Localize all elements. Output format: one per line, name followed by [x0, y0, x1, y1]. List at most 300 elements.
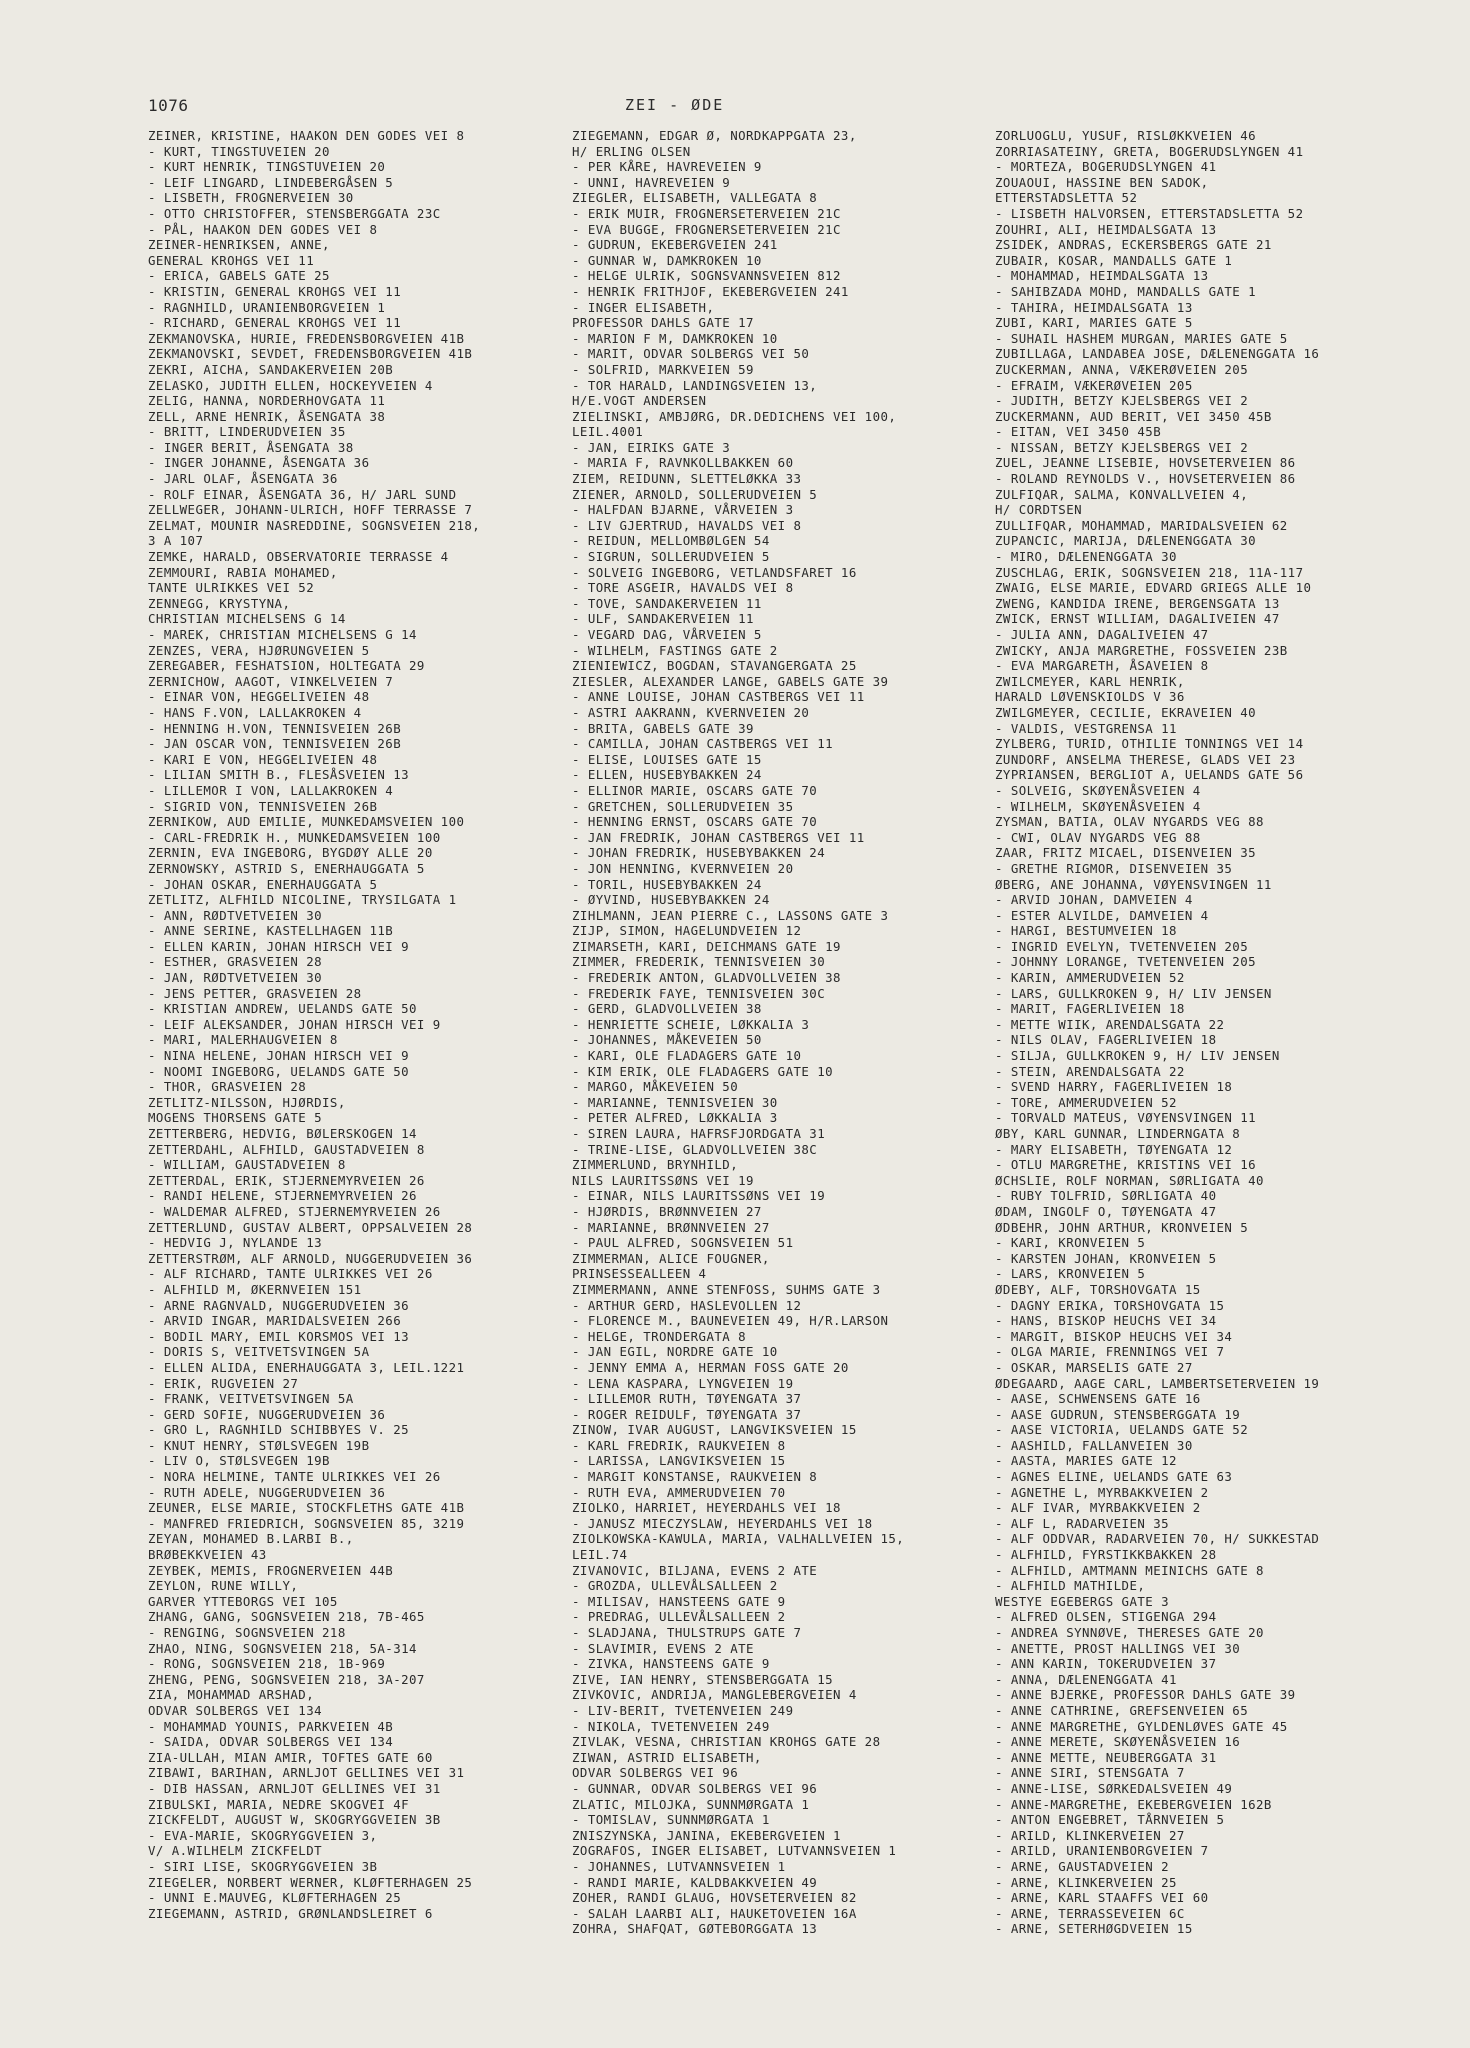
directory-entry: - ROGER REIDULF, TØYENGATA 37 — [572, 1406, 802, 1422]
directory-entry: - LILLEMOR I VON, LALLAKROKEN 4 — [148, 782, 394, 798]
directory-entry: ZIJP, SIMON, HAGELUNDVEIEN 12 — [572, 923, 802, 939]
directory-entry: - ZIVKA, HANSTEENS GATE 9 — [572, 1656, 770, 1672]
directory-entry: - AASTA, MARIES GATE 12 — [995, 1453, 1177, 1469]
directory-entry: - JULIA ANN, DAGALIVEIEN 47 — [995, 627, 1209, 642]
directory-entry: - KURT HENRIK, TINGSTUVEIEN 20 — [148, 159, 386, 175]
directory-entry: - RUTH EVA, AMMERUDVEIEN 70 — [572, 1484, 786, 1500]
directory-entry: ZOUHRI, ALI, HEIMDALSGATA 13 — [995, 221, 1217, 237]
directory-column-3 — [995, 128, 1435, 1937]
directory-entry: GARVER YTTEBORGS VEI 105 — [148, 1593, 338, 1609]
directory-entry: NILS LAURITSSØNS VEI 19 — [572, 1172, 754, 1188]
directory-entry: - PÅL, HAAKON DEN GODES VEI 8 — [148, 221, 378, 237]
directory-entry: ZOHRA, SHAFQAT, GØTEBORGGATA 13 — [572, 1921, 818, 1937]
directory-entry: ZINOW, IVAR AUGUST, LANGVIKSVEIEN 15 — [572, 1422, 857, 1438]
directory-entry: ETTERSTADSLETTA 52 — [995, 190, 1138, 206]
directory-entry: - JOHANNES, MÅKEVEIEN 50 — [572, 1032, 762, 1048]
directory-entry: - TORIL, HUSEBYBAKKEN 24 — [572, 876, 762, 892]
directory-entry: - ERIK MUIR, FROGNERSETERVEIEN 21C — [572, 205, 841, 221]
directory-entry: - VEGARD DAG, VÅRVEIEN 5 — [572, 627, 762, 642]
directory-entry: - JAN OSCAR VON, TENNISVEIEN 26B — [148, 736, 402, 752]
directory-entry: ZORLUOGLU, YUSUF, RISLØKKVEIEN 46 — [995, 128, 1257, 143]
directory-entry: - ALF RICHARD, TANTE ULRIKKES VEI 26 — [148, 1266, 433, 1282]
directory-entry: - AGNETHE L, MYRBAKKVEIEN 2 — [995, 1484, 1209, 1500]
directory-entry: - GRO L, RAGNHILD SCHIBBYES V. 25 — [148, 1422, 410, 1438]
directory-entry: - NOOMI INGEBORG, UELANDS GATE 50 — [148, 1063, 410, 1079]
directory-entry: - BODIL MARY, EMIL KORSMOS VEI 13 — [148, 1328, 410, 1344]
directory-entry: ZIWAN, ASTRID ELISABETH, — [572, 1749, 762, 1765]
directory-entry: LEIL.74 — [572, 1547, 628, 1563]
directory-entry: - ARNE, KLINKERVEIEN 25 — [995, 1874, 1177, 1890]
directory-entry: ØDEGAARD, AAGE CARL, LAMBERTSETERVEIEN 19 — [995, 1375, 1320, 1391]
directory-entry: - INGRID EVELYN, TVETENVEIEN 205 — [995, 938, 1249, 954]
directory-entry: - ALFHILD, FYRSTIKKBAKKEN 28 — [995, 1547, 1217, 1563]
directory-entry: - MARIA F, RAVNKOLLBAKKEN 60 — [572, 455, 794, 471]
directory-entry: CHRISTIAN MICHELSENS G 14 — [148, 611, 346, 627]
directory-entry: - JAN EGIL, NORDRE GATE 10 — [572, 1344, 778, 1360]
directory-entry: ZIMMERLUND, BRYNHILD, — [572, 1157, 739, 1173]
directory-entry: ZIEGEMANN, EDGAR Ø, NORDKAPPGATA 23, — [572, 128, 857, 143]
directory-entry: - EITAN, VEI 3450 45B — [995, 424, 1162, 440]
directory-entry: - RONG, SOGNSVEIEN 218, 1B-969 — [148, 1656, 386, 1672]
directory-entry: ØDEBY, ALF, TORSHOVGATA 15 — [995, 1281, 1201, 1297]
directory-entry: ZIVKOVIC, ANDRIJA, MANGLEBERGVEIEN 4 — [572, 1687, 857, 1703]
directory-entry: - MORTEZA, BOGERUDSLYNGEN 41 — [995, 159, 1217, 175]
directory-entry: - ALFHILD MATHILDE, — [995, 1578, 1146, 1594]
directory-entry: HARALD LØVENSKIOLDS V 36 — [995, 689, 1185, 705]
directory-entry: - RUTH ADELE, NUGGERUDVEIEN 36 — [148, 1484, 386, 1500]
directory-entry: - SIGRUN, SOLLERUDVEIEN 5 — [572, 549, 770, 565]
directory-entry: ZIENIEWICZ, BOGDAN, STAVANGERGATA 25 — [572, 658, 857, 674]
directory-entry: - ALF ODDVAR, RADARVEIEN 70, H/ SUKKESTAD — [995, 1531, 1320, 1547]
directory-entry: ZIVANOVIC, BILJANA, EVENS 2 ATE — [572, 1562, 818, 1578]
directory-entry: - HARGI, BESTUMVEIEN 18 — [995, 923, 1177, 939]
directory-entry: - SIGRID VON, TENNISVEIEN 26B — [148, 798, 378, 814]
directory-entry: - ANNA, DÆLENENGGATA 41 — [995, 1671, 1177, 1687]
directory-entry: - ANTON ENGEBRET, TÅRNVEIEN 5 — [995, 1812, 1225, 1828]
directory-entry: - NORA HELMINE, TANTE ULRIKKES VEI 26 — [148, 1469, 441, 1485]
directory-entry: ZEKMANOVSKA, HURIE, FREDENSBORGVEIEN 41B — [148, 330, 465, 346]
directory-entry: ZEMKE, HARALD, OBSERVATORIE TERRASSE 4 — [148, 549, 449, 565]
directory-entry: ZUCKERMANN, AUD BERIT, VEI 3450 45B — [995, 408, 1272, 424]
directory-entry: - ANNE LOUISE, JOHAN CASTBERGS VEI 11 — [572, 689, 865, 705]
directory-entry: - EFRAIM, VÆKERØVEIEN 205 — [995, 377, 1193, 393]
directory-entry: ZEINER-HENRIKSEN, ANNE, — [148, 237, 330, 253]
directory-entry: - UNNI, HAVREVEIEN 9 — [572, 174, 731, 190]
directory-entry: - JAN, RØDTVETVEIEN 30 — [148, 970, 323, 986]
directory-entry: ØDBEHR, JOHN ARTHUR, KRONVEIEN 5 — [995, 1219, 1249, 1235]
directory-entry: - MARGIT KONSTANSE, RAUKVEIEN 8 — [572, 1469, 818, 1485]
directory-entry: - AGNES ELINE, UELANDS GATE 63 — [995, 1469, 1233, 1485]
directory-entry: 3 A 107 — [148, 533, 204, 549]
directory-entry: - SUHAIL HASHEM MURGAN, MARIES GATE 5 — [995, 330, 1288, 346]
directory-entry: - HANS, BISKOP HEUCHS VEI 34 — [995, 1313, 1217, 1329]
directory-entry: - MARIANNE, BRØNNVEIEN 27 — [572, 1219, 770, 1235]
directory-entry: - LEIF ALEKSANDER, JOHAN HIRSCH VEI 9 — [148, 1016, 441, 1032]
directory-entry: ZHENG, PENG, SOGNSVEIEN 218, 3A-207 — [148, 1671, 425, 1687]
directory-entry: - LIV O, STØLSVEGEN 19B — [148, 1453, 330, 1469]
directory-entry: ZOHER, RANDI GLAUG, HOVSETERVEIEN 82 — [572, 1890, 857, 1906]
directory-entry: - KIM ERIK, OLE FLADAGERS GATE 10 — [572, 1063, 834, 1079]
directory-entry: - RENGING, SOGNSVEIEN 218 — [148, 1625, 346, 1640]
directory-entry: - TOVE, SANDAKERVEIEN 11 — [572, 595, 762, 611]
directory-entry: ZIEGELER, NORBERT WERNER, KLØFTERHAGEN 25 — [148, 1874, 473, 1890]
directory-entry: ZIEM, REIDUNN, SLETTELØKKA 33 — [572, 471, 802, 487]
directory-entry: - CAMILLA, JOHAN CASTBERGS VEI 11 — [572, 736, 834, 752]
directory-entry: ZERNIKOW, AUD EMILIE, MUNKEDAMSVEIEN 100 — [148, 814, 465, 830]
directory-entry: ZHAO, NING, SOGNSVEIEN 218, 5A-314 — [148, 1640, 417, 1656]
directory-entry: - PAUL ALFRED, SOGNSVEIEN 51 — [572, 1235, 794, 1251]
directory-entry: - FRANK, VEITVETSVINGEN 5A — [148, 1391, 354, 1407]
directory-entry: - KARIN, AMMERUDVEIEN 52 — [995, 970, 1185, 986]
directory-entry: - HANS F.VON, LALLAKROKEN 4 — [148, 704, 362, 720]
directory-entry: MOGENS THORSENS GATE 5 — [148, 1110, 323, 1126]
directory-entry: - MANFRED FRIEDRICH, SOGNSVEIEN 85, 3219 — [148, 1515, 465, 1531]
directory-entry: ZYSMAN, BATIA, OLAV NYGARDS VEG 88 — [995, 814, 1264, 830]
directory-entry: - ANETTE, PROST HALLINGS VEI 30 — [995, 1640, 1241, 1656]
directory-entry: - UNNI E.MAUVEG, KLØFTERHAGEN 25 — [148, 1890, 402, 1906]
directory-entry: - GROZDA, ULLEVÅLSALLEEN 2 — [572, 1578, 778, 1594]
directory-entry: - WALDEMAR ALFRED, STJERNEMYRVEIEN 26 — [148, 1203, 441, 1219]
directory-entry: ZWILGMEYER, CECILIE, EKRAVEIEN 40 — [995, 704, 1257, 720]
directory-entry: - INGER BERIT, ÅSENGATA 38 — [148, 439, 354, 455]
directory-entry: H/ ERLING OLSEN — [572, 143, 691, 159]
directory-entry: - METTE WIIK, ARENDALSGATA 22 — [995, 1016, 1225, 1032]
directory-entry: - ANNE CATHRINE, GREFSENVEIEN 65 — [995, 1702, 1249, 1718]
directory-entry: ZIENER, ARNOLD, SOLLERUDVEIEN 5 — [572, 486, 818, 502]
directory-entry: - LENA KASPARA, LYNGVEIEN 19 — [572, 1375, 794, 1391]
directory-entry: - JENS PETTER, GRASVEIEN 28 — [148, 985, 362, 1001]
directory-entry: - PETER ALFRED, LØKKALIA 3 — [572, 1110, 778, 1126]
directory-entry: BRØBEKKVEIEN 43 — [148, 1547, 267, 1563]
directory-entry: - KNUT HENRY, STØLSVEGEN 19B — [148, 1437, 370, 1453]
directory-entry: ZEYAN, MOHAMED B.LARBI B., — [148, 1531, 354, 1547]
directory-entry: - KRISTIN, GENERAL KROHGS VEI 11 — [148, 283, 402, 299]
directory-entry: - MAREK, CHRISTIAN MICHELSENS G 14 — [148, 627, 417, 642]
directory-entry: - MARY ELISABETH, TØYENGATA 12 — [995, 1141, 1233, 1157]
directory-entry: ODVAR SOLBERGS VEI 134 — [148, 1702, 323, 1718]
running-head: ZEI - ØDE — [625, 96, 725, 114]
directory-entry: - MARGIT, BISKOP HEUCHS VEI 34 — [995, 1328, 1233, 1344]
directory-entry: - JENNY EMMA A, HERMAN FOSS GATE 20 — [572, 1359, 849, 1375]
directory-entry: - MIRO, DÆLENENGGATA 30 — [995, 549, 1177, 565]
directory-entry: ZUCKERMAN, ANNA, VÆKERØVEIEN 205 — [995, 361, 1249, 377]
directory-entry: - OTTO CHRISTOFFER, STENSBERGGATA 23C — [148, 205, 441, 221]
directory-entry: ZWILCMEYER, KARL HENRIK, — [995, 673, 1185, 689]
directory-entry: ZIEGLER, ELISABETH, VALLEGATA 8 — [572, 190, 818, 206]
directory-entry: ZLATIC, MILOJKA, SUNNMØRGATA 1 — [572, 1796, 810, 1812]
directory-entry: ZIMMER, FREDERIK, TENNISVEIEN 30 — [572, 954, 826, 970]
directory-entry: ØCHSLIE, ROLF NORMAN, SØRLIGATA 40 — [995, 1172, 1264, 1188]
directory-entry: - MILISAV, HANSTEENS GATE 9 — [572, 1593, 786, 1609]
directory-entry: ZIELINSKI, AMBJØRG, DR.DEDICHENS VEI 100, — [572, 408, 897, 424]
directory-entry: - MARI, MALERHAUGVEIEN 8 — [148, 1032, 338, 1048]
directory-entry: - GUDRUN, EKEBERGVEIEN 241 — [572, 237, 778, 253]
directory-entry: - JAN FREDRIK, JOHAN CASTBERGS VEI 11 — [572, 829, 865, 845]
directory-entry: - SOLVEIG, SKØYENÅSVEIEN 4 — [995, 782, 1201, 798]
directory-entry: ZETTERDAL, ERIK, STJERNEMYRVEIEN 26 — [148, 1172, 425, 1188]
directory-entry: - FLORENCE M., BAUNEVEIEN 49, H/R.LARSON — [572, 1313, 889, 1329]
directory-entry: ZELASKO, JUDITH ELLEN, HOCKEYVEIEN 4 — [148, 377, 433, 393]
directory-entry: - LISBETH, FROGNERVEIEN 30 — [148, 190, 354, 206]
directory-entry: - WILHELM, FASTINGS GATE 2 — [572, 642, 778, 658]
directory-entry: ZETLITZ, ALFHILD NICOLINE, TRYSILGATA 1 — [148, 892, 457, 908]
directory-entry: ZETTERBERG, HEDVIG, BØLERSKOGEN 14 — [148, 1126, 417, 1141]
directory-entry: - MARGO, MÅKEVEIEN 50 — [572, 1079, 739, 1095]
directory-entry: - HELGE, TRONDERGATA 8 — [572, 1328, 747, 1344]
directory-entry: ZETTERDAHL, ALFHILD, GAUSTADVEIEN 8 — [148, 1141, 425, 1157]
directory-entry: V/ A.WILHELM ZICKFELDT — [148, 1843, 323, 1859]
directory-entry: ØBY, KARL GUNNAR, LINDERNGATA 8 — [995, 1126, 1241, 1141]
directory-entry: - ULF, SANDAKERVEIEN 11 — [572, 611, 754, 627]
directory-entry: - MARIANNE, TENNISVEIEN 30 — [572, 1094, 778, 1110]
directory-entry: - DAGNY ERIKA, TORSHOVGATA 15 — [995, 1297, 1225, 1313]
directory-entry: - ARTHUR GERD, HASLEVOLLEN 12 — [572, 1297, 802, 1313]
directory-entry: - FREDERIK ANTON, GLADVOLLVEIEN 38 — [572, 970, 841, 986]
directory-entry: - CWI, OLAV NYGARDS VEG 88 — [995, 829, 1201, 845]
directory-entry: - ERICA, GABELS GATE 25 — [148, 268, 330, 284]
directory-entry: - ALFRED OLSEN, STIGENGA 294 — [995, 1609, 1217, 1625]
directory-entry: ZENNEGG, KRYSTYNA, — [148, 595, 291, 611]
directory-entry: - LILLEMOR RUTH, TØYENGATA 37 — [572, 1391, 802, 1407]
directory-entry: ZIMMERMANN, ANNE STENFOSS, SUHMS GATE 3 — [572, 1281, 881, 1297]
directory-entry: ZELMAT, MOUNIR NASREDDINE, SOGNSVEIEN 218, — [148, 517, 481, 533]
directory-entry: - ANNE-LISE, SØRKEDALSVEIEN 49 — [995, 1780, 1233, 1796]
directory-entry: ZEINER, KRISTINE, HAAKON DEN GODES VEI 8 — [148, 128, 465, 143]
directory-entry: ZERNIN, EVA INGEBORG, BYGDØY ALLE 20 — [148, 845, 433, 861]
directory-entry: - MARIT, ODVAR SOLBERGS VEI 50 — [572, 346, 810, 362]
directory-entry: - ELISE, LOUISES GATE 15 — [572, 751, 762, 767]
directory-entry: - LILIAN SMITH B., FLESÅSVEIEN 13 — [148, 767, 410, 783]
directory-entry: - KARI E VON, HEGGELIVEIEN 48 — [148, 751, 378, 767]
directory-entry: ZUEL, JEANNE LISEBIE, HOVSETERVEIEN 86 — [995, 455, 1296, 471]
directory-entry: ØBERG, ANE JOHANNA, VØYENSVINGEN 11 — [995, 876, 1272, 892]
directory-entry: - ANNE-MARGRETHE, EKEBERGVEIEN 162B — [995, 1796, 1272, 1812]
directory-entry: - GUNNAR, ODVAR SOLBERGS VEI 96 — [572, 1780, 818, 1796]
directory-entry: H/E.VOGT ANDERSEN — [572, 393, 707, 409]
directory-entry: - SIRI LISE, SKOGRYGGVEIEN 3B — [148, 1858, 378, 1874]
directory-entry: - SLAVIMIR, EVENS 2 ATE — [572, 1640, 754, 1656]
directory-entry: ZELIG, HANNA, NORDERHOVGATA 11 — [148, 393, 386, 409]
directory-entry: ZUNDORF, ANSELMA THERESE, GLADS VEI 23 — [995, 751, 1296, 767]
directory-entry: ZSIDEK, ANDRAS, ECKERSBERGS GATE 21 — [995, 237, 1272, 253]
directory-entry: - ARNE, SETERHØGDVEIEN 15 — [995, 1921, 1193, 1937]
directory-entry: - ALF L, RADARVEIEN 35 — [995, 1515, 1170, 1531]
directory-entry: - RANDI HELENE, STJERNEMYRVEIEN 26 — [148, 1188, 417, 1204]
directory-entry: ZEYLON, RUNE WILLY, — [148, 1578, 299, 1594]
directory-entry: - KARL FREDRIK, RAUKVEIEN 8 — [572, 1437, 786, 1453]
directory-entry: - EINAR, NILS LAURITSSØNS VEI 19 — [572, 1188, 826, 1204]
directory-entry: - LISBETH HALVORSEN, ETTERSTADSLETTA 52 — [995, 205, 1304, 221]
directory-entry: - ARILD, KLINKERVEIEN 27 — [995, 1827, 1185, 1843]
directory-entry: - SOLVEIG INGEBORG, VETLANDSFARET 16 — [572, 564, 857, 580]
directory-entry: ØDAM, INGOLF O, TØYENGATA 47 — [995, 1203, 1217, 1219]
directory-entry: ZEKMANOVSKI, SEVDET, FREDENSBORGVEIEN 41B — [148, 346, 473, 362]
directory-entry: - ARNE RAGNVALD, NUGGERUDVEIEN 36 — [148, 1297, 410, 1313]
directory-entry: - SLADJANA, THULSTRUPS GATE 7 — [572, 1625, 802, 1640]
directory-entry: - KARI, OLE FLADAGERS GATE 10 — [572, 1048, 802, 1064]
directory-entry: - ARNE, KARL STAAFFS VEI 60 — [995, 1890, 1209, 1906]
directory-entry: ZYLBERG, TURID, OTHILIE TONNINGS VEI 14 — [995, 736, 1304, 752]
directory-entry: - OSKAR, MARSELIS GATE 27 — [995, 1359, 1193, 1375]
directory-entry: ZULLIFQAR, MOHAMMAD, MARIDALSVEIEN 62 — [995, 517, 1288, 533]
directory-entry: - INGER JOHANNE, ÅSENGATA 36 — [148, 455, 370, 471]
directory-entry: ZIESLER, ALEXANDER LANGE, GABELS GATE 39 — [572, 673, 889, 689]
directory-entry: - ANN KARIN, TOKERUDVEIEN 37 — [995, 1656, 1217, 1672]
directory-entry: - ROLF EINAR, ÅSENGATA 36, H/ JARL SUND — [148, 486, 457, 502]
directory-entry: - ANDREA SYNNØVE, THERESES GATE 20 — [995, 1625, 1264, 1640]
directory-entry: - MOHAMMAD, HEIMDALSGATA 13 — [995, 268, 1209, 284]
directory-entry: - JARL OLAF, ÅSENGATA 36 — [148, 471, 338, 487]
directory-entry: ZETTERSTRØM, ALF ARNOLD, NUGGERUDVEIEN 36 — [148, 1250, 473, 1266]
directory-entry: - NILS OLAV, FAGERLIVEIEN 18 — [995, 1032, 1217, 1048]
directory-entry: ZIVE, IAN HENRY, STENSBERGGATA 15 — [572, 1671, 834, 1687]
directory-entry: ZUPANCIC, MARIJA, DÆLENENGGATA 30 — [995, 533, 1257, 549]
directory-entry: - MOHAMMAD YOUNIS, PARKVEIEN 4B — [148, 1718, 394, 1734]
directory-entry: ZEUNER, ELSE MARIE, STOCKFLETHS GATE 41B — [148, 1500, 465, 1516]
directory-entry: - ANNE SIRI, STENSGATA 7 — [995, 1765, 1185, 1781]
directory-entry: ZULFIQAR, SALMA, KONVALLVEIEN 4, — [995, 486, 1249, 502]
directory-entry: - KRISTIAN ANDREW, UELANDS GATE 50 — [148, 1001, 417, 1017]
directory-entry: ZIMARSETH, KARI, DEICHMANS GATE 19 — [572, 938, 841, 954]
directory-entry: ZWENG, KANDIDA IRENE, BERGENSGATA 13 — [995, 595, 1280, 611]
directory-entry: ZAAR, FRITZ MICAEL, DISENVEIEN 35 — [995, 845, 1257, 861]
directory-entry: - HENRIK FRITHJOF, EKEBERGVEIEN 241 — [572, 283, 849, 299]
directory-entry: - MARIT, FAGERLIVEIEN 18 — [995, 1001, 1185, 1017]
directory-entry: - ELLINOR MARIE, OSCARS GATE 70 — [572, 782, 818, 798]
directory-entry: - SVEND HARRY, FAGERLIVEIEN 18 — [995, 1079, 1233, 1095]
directory-entry: ZEREGABER, FESHATSION, HOLTEGATA 29 — [148, 658, 425, 674]
directory-entry: LEIL.4001 — [572, 424, 644, 440]
directory-entry: - ARVID INGAR, MARIDALSVEIEN 266 — [148, 1313, 402, 1329]
directory-entry: - KURT, TINGSTUVEIEN 20 — [148, 143, 330, 159]
directory-entry: - JAN, EIRIKS GATE 3 — [572, 439, 731, 455]
directory-entry: - KARI, KRONVEIEN 5 — [995, 1235, 1146, 1251]
directory-entry: ZOUAOUI, HASSINE BEN SADOK, — [995, 174, 1209, 190]
directory-entry: PROFESSOR DAHLS GATE 17 — [572, 315, 754, 331]
directory-entry: - GERD, GLADVOLLVEIEN 38 — [572, 1001, 762, 1017]
directory-entry: - JOHANNES, LUTVANNSVEIEN 1 — [572, 1858, 786, 1874]
directory-entry: - ARNE, TERRASSEVEIEN 6C — [995, 1905, 1185, 1921]
directory-entry: - EVA MARGARETH, ÅSAVEIEN 8 — [995, 658, 1209, 674]
directory-entry: ZUBI, KARI, MARIES GATE 5 — [995, 315, 1193, 331]
directory-entry: ZIVLAK, VESNA, CHRISTIAN KROHGS GATE 28 — [572, 1734, 881, 1750]
directory-entry: - OTLU MARGRETHE, KRISTINS VEI 16 — [995, 1157, 1257, 1173]
directory-entry: ZIOLKO, HARRIET, HEYERDAHLS VEI 18 — [572, 1500, 841, 1516]
directory-entry: - DIB HASSAN, ARNLJOT GELLINES VEI 31 — [148, 1780, 441, 1796]
directory-entry: - NINA HELENE, JOHAN HIRSCH VEI 9 — [148, 1048, 410, 1064]
directory-entry: - JOHNNY LORANGE, TVETENVEIEN 205 — [995, 954, 1257, 970]
directory-entry: - RUBY TOLFRID, SØRLIGATA 40 — [995, 1188, 1217, 1204]
directory-entry: - WILHELM, SKØYENÅSVEIEN 4 — [995, 798, 1201, 814]
directory-entry: - TOR HARALD, LANDINGSVEIEN 13, — [572, 377, 818, 393]
directory-entry: - ELLEN ALIDA, ENERHAUGGATA 3, LEIL.1221 — [148, 1359, 465, 1375]
directory-entry: - ESTHER, GRASVEIEN 28 — [148, 954, 323, 970]
directory-entry: - HENRIETTE SCHEIE, LØKKALIA 3 — [572, 1016, 810, 1032]
directory-entry: - SILJA, GULLKROKEN 9, H/ LIV JENSEN — [995, 1048, 1280, 1064]
directory-entry: - AASE VICTORIA, UELANDS GATE 52 — [995, 1422, 1249, 1438]
directory-entry: - JOHAN OSKAR, ENERHAUGGATA 5 — [148, 876, 378, 892]
directory-entry: - GUNNAR W, DAMKROKEN 10 — [572, 252, 762, 268]
directory-entry: - ERIK, RUGVEIEN 27 — [148, 1375, 299, 1391]
directory-entry: - PREDRAG, ULLEVÅLSALLEEN 2 — [572, 1609, 786, 1625]
directory-entry: - HEDVIG J, NYLANDE 13 — [148, 1235, 323, 1251]
directory-entry: H/ CORDTSEN — [995, 502, 1083, 518]
directory-entry: - LEIF LINGARD, LINDEBERGÅSEN 5 — [148, 174, 394, 190]
directory-entry: - JOHAN FREDRIK, HUSEBYBAKKEN 24 — [572, 845, 826, 861]
directory-entry: - REIDUN, MELLOMBØLGEN 54 — [572, 533, 770, 549]
directory-entry: - TORE ASGEIR, HAVALDS VEI 8 — [572, 580, 794, 596]
directory-entry: - ANNE SERINE, KASTELLHAGEN 11B — [148, 923, 394, 939]
directory-entry: - INGER ELISABETH, — [572, 299, 715, 315]
directory-entry: - NISSAN, BETZY KJELSBERGS VEI 2 — [995, 439, 1249, 455]
directory-column-2 — [572, 128, 1012, 1937]
directory-entry: - ANNE BJERKE, PROFESSOR DAHLS GATE 39 — [995, 1687, 1296, 1703]
page-number: 1076 — [148, 96, 189, 115]
directory-entry: ZYPRIANSEN, BERGLIOT A, UELANDS GATE 56 — [995, 767, 1304, 783]
directory-entry: ZIBULSKI, MARIA, NEDRE SKOGVEI 4F — [148, 1796, 410, 1812]
directory-entry: - VALDIS, VESTGRENSA 11 — [995, 720, 1177, 736]
directory-entry: - TORE, AMMERUDVEIEN 52 — [995, 1094, 1177, 1110]
directory-entry: - GRETHE RIGMOR, DISENVEIEN 35 — [995, 860, 1233, 876]
directory-entry: - EINAR VON, HEGGELIVEIEN 48 — [148, 689, 370, 705]
directory-entry: - JUDITH, BETZY KJELSBERGS VEI 2 — [995, 393, 1249, 409]
directory-entry: - ARILD, URANIENBORGVEIEN 7 — [995, 1843, 1209, 1859]
directory-entry: ZICKFELDT, AUGUST W, SKOGRYGGVEIEN 3B — [148, 1812, 441, 1828]
directory-entry: - STEIN, ARENDALSGATA 22 — [995, 1063, 1185, 1079]
directory-entry: - CARL-FREDRIK H., MUNKEDAMSVEIEN 100 — [148, 829, 441, 845]
directory-entry: - ELLEN KARIN, JOHAN HIRSCH VEI 9 — [148, 938, 410, 954]
directory-entry: - LIV-BERIT, TVETENVEIEN 249 — [572, 1702, 794, 1718]
directory-entry: - HALFDAN BJARNE, VÅRVEIEN 3 — [572, 502, 794, 518]
directory-entry: - ASTRI AAKRANN, KVERNVEIEN 20 — [572, 704, 810, 720]
directory-entry: - EVA BUGGE, FROGNERSETERVEIEN 21C — [572, 221, 841, 237]
directory-entry: - LARISSA, LANGVIKSVEIEN 15 — [572, 1453, 786, 1469]
directory-entry: - WILLIAM, GAUSTADVEIEN 8 — [148, 1157, 346, 1173]
directory-entry: - ARNE, GAUSTADVEIEN 2 — [995, 1858, 1170, 1874]
directory-entry: GENERAL KROHGS VEI 11 — [148, 252, 315, 268]
directory-entry: - BRITT, LINDERUDVEIEN 35 — [148, 424, 346, 440]
directory-entry: - ANN, RØDTVETVEIEN 30 — [148, 907, 323, 923]
directory-entry: - AASE, SCHWENSENS GATE 16 — [995, 1391, 1201, 1407]
directory-entry: ZUBAIR, KOSAR, MANDALLS GATE 1 — [995, 252, 1233, 268]
directory-entry: ZWAIG, ELSE MARIE, EDVARD GRIEGS ALLE 10 — [995, 580, 1312, 596]
directory-entry: ZIMMERMAN, ALICE FOUGNER, — [572, 1250, 770, 1266]
directory-entry: - HJØRDIS, BRØNNVEIEN 27 — [572, 1203, 762, 1219]
directory-entry: PRINSESSEALLEEN 4 — [572, 1266, 707, 1282]
directory-entry: ZETLITZ-NILSSON, HJØRDIS, — [148, 1094, 346, 1110]
directory-entry: ODVAR SOLBERGS VEI 96 — [572, 1765, 739, 1781]
directory-entry: ZOGRAFOS, INGER ELISABET, LUTVANNSVEIEN 1 — [572, 1843, 897, 1859]
directory-entry: - KARSTEN JOHAN, KRONVEIEN 5 — [995, 1250, 1217, 1266]
directory-entry: ZIBAWI, BARIHAN, ARNLJOT GELLINES VEI 31 — [148, 1765, 465, 1781]
directory-entry: ZIHLMANN, JEAN PIERRE C., LASSONS GATE 3 — [572, 907, 889, 923]
directory-entry: - LARS, GULLKROKEN 9, H/ LIV JENSEN — [995, 985, 1272, 1001]
directory-entry: - ANNE METTE, NEUBERGGATA 31 — [995, 1749, 1217, 1765]
directory-entry: - TOMISLAV, SUNNMØRGATA 1 — [572, 1812, 770, 1828]
directory-entry: ZWICK, ERNST WILLIAM, DAGALIVEIEN 47 — [995, 611, 1280, 627]
directory-entry: ZEMMOURI, RABIA MOHAMED, — [148, 564, 338, 580]
directory-entry: ZIA, MOHAMMAD ARSHAD, — [148, 1687, 315, 1703]
directory-entry: - FREDERIK FAYE, TENNISVEIEN 30C — [572, 985, 826, 1001]
directory-entry: ZUBILLAGA, LANDABEA JOSE, DÆLENENGGATA 16 — [995, 346, 1320, 362]
directory-entry: - TRINE-LISE, GLADVOLLVEIEN 38C — [572, 1141, 818, 1157]
directory-entry: - EVA-MARIE, SKOGRYGGVEIEN 3, — [148, 1827, 378, 1843]
directory-entry: - AASE GUDRUN, STENSBERGGATA 19 — [995, 1406, 1241, 1422]
directory-entry: - JANUSZ MIECZYSLAW, HEYERDAHLS VEI 18 — [572, 1515, 873, 1531]
directory-entry: - GERD SOFIE, NUGGERUDVEIEN 36 — [148, 1406, 386, 1422]
directory-entry: - BRITA, GABELS GATE 39 — [572, 720, 754, 736]
directory-entry: TANTE ULRIKKES VEI 52 — [148, 580, 315, 596]
